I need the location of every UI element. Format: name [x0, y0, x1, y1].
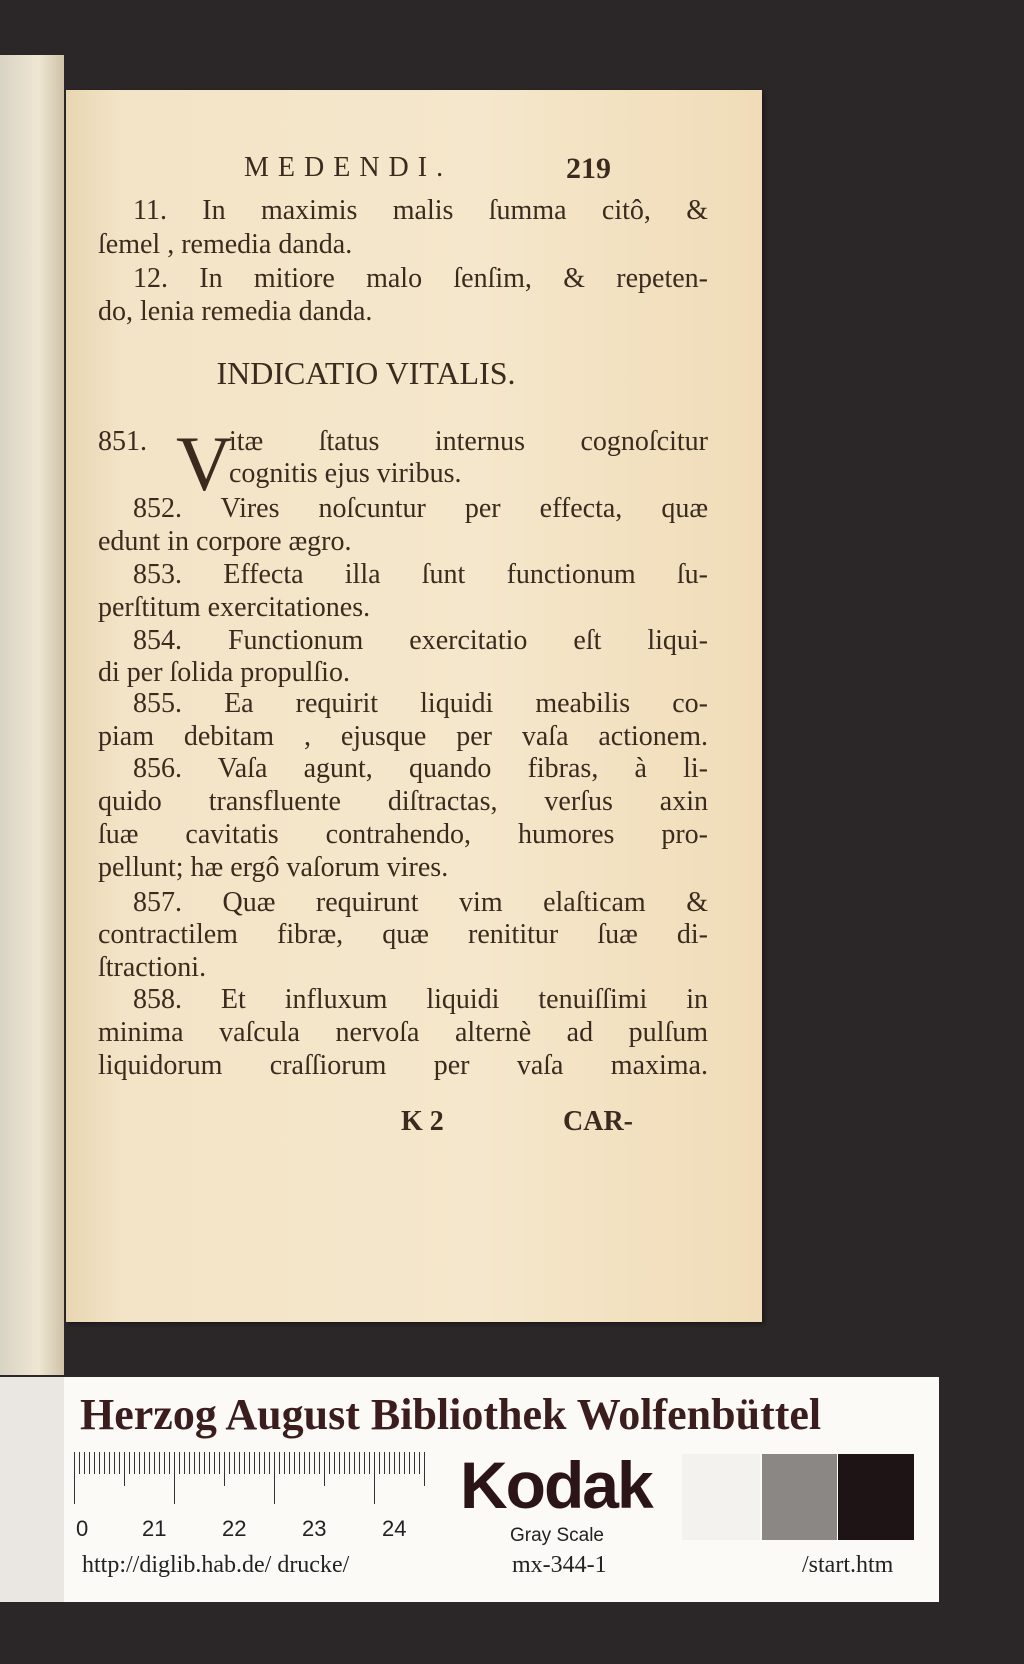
- text-line: liquidorum craſſiorum per vaſa maxima.: [98, 1050, 708, 1081]
- ruler-tick: [114, 1452, 115, 1474]
- text-line: pellunt; hæ ergô vaſorum vires.: [98, 852, 449, 883]
- ruler-tick: [84, 1452, 85, 1474]
- text-line: 857. Quæ requirunt vim elaſticam &: [133, 887, 708, 918]
- text-line: 851.: [98, 426, 147, 457]
- ruler-tick: [364, 1452, 365, 1474]
- text-line: perſtitum exercitationes.: [98, 592, 371, 623]
- text-line: 853. Effecta illa ſunt functionum ſu-: [133, 559, 708, 590]
- ruler-tick: [224, 1452, 225, 1486]
- ruler-label: 21: [142, 1516, 167, 1541]
- ruler-tick: [289, 1452, 290, 1474]
- drop-cap: V: [176, 420, 233, 507]
- book-page: [66, 90, 762, 1322]
- text-line: quido transfluente diſtractas, verſus axin: [98, 786, 708, 817]
- ruler-tick: [399, 1452, 400, 1474]
- ruler-tick: [359, 1452, 360, 1474]
- ruler-tick: [79, 1452, 80, 1474]
- ruler-tick: [124, 1452, 125, 1486]
- ruler-tick: [109, 1452, 110, 1474]
- ruler-tick: [99, 1452, 100, 1474]
- library-title: Herzog August Bibliothek Wolfenbüttel: [80, 1390, 822, 1439]
- text-line: 852. Vires noſcuntur per effecta, quæ: [133, 493, 708, 524]
- ruler-tick: [339, 1452, 340, 1474]
- url-suffix: /start.htm: [802, 1552, 894, 1578]
- ruler-tick: [169, 1452, 170, 1474]
- ruler-tick: [164, 1452, 165, 1474]
- ruler-tick: [184, 1452, 185, 1474]
- ruler-tick: [389, 1452, 390, 1474]
- ruler-label: 24: [382, 1516, 407, 1541]
- ruler-tick: [104, 1452, 105, 1474]
- ruler-tick: [354, 1452, 355, 1474]
- running-head: MEDENDI.: [244, 152, 453, 183]
- kodak-logo: Kodak: [460, 1448, 652, 1522]
- target-overlap: [0, 1377, 64, 1602]
- ruler-tick: [344, 1452, 345, 1474]
- ruler-tick: [384, 1452, 385, 1474]
- ruler-tick: [199, 1452, 200, 1474]
- ruler-tick: [229, 1452, 230, 1474]
- signature-mark: K 2: [401, 1106, 444, 1137]
- text-line: ſtractioni.: [98, 952, 207, 983]
- ruler-tick: [214, 1452, 215, 1474]
- ruler-tick: [274, 1452, 275, 1504]
- ruler-tick: [234, 1452, 235, 1474]
- ruler-tick: [174, 1452, 175, 1504]
- ruler-tick: [349, 1452, 350, 1474]
- text-line: do, lenia remedia danda.: [98, 296, 373, 327]
- ruler-tick: [139, 1452, 140, 1474]
- ruler-tick: [294, 1452, 295, 1474]
- adjacent-page-edge: [0, 55, 64, 1375]
- ruler-tick: [144, 1452, 145, 1474]
- ruler-tick: [209, 1452, 210, 1474]
- ruler-tick: [374, 1452, 375, 1504]
- ruler: [74, 1452, 434, 1540]
- ruler-tick: [404, 1452, 405, 1474]
- ruler-label: 22: [222, 1516, 247, 1541]
- ruler-tick: [314, 1452, 315, 1474]
- text-line: 858. Et influxum liquidi tenuiſſimi in: [133, 984, 708, 1015]
- ruler-tick: [309, 1452, 310, 1474]
- ruler-tick: [239, 1452, 240, 1474]
- ruler-tick: [299, 1452, 300, 1474]
- ruler-tick: [284, 1452, 285, 1474]
- text-line: edunt in corpore ægro.: [98, 526, 352, 557]
- ruler-tick: [419, 1452, 420, 1474]
- catchword: CAR-: [563, 1106, 633, 1137]
- ruler-tick: [369, 1452, 370, 1474]
- ruler-tick: [254, 1452, 255, 1474]
- text-line: 854. Functionum exercitatio eſt liqui-: [133, 625, 708, 656]
- swatch-gray: [762, 1454, 837, 1540]
- gray-scale-label: Gray Scale: [510, 1525, 604, 1546]
- ruler-tick: [119, 1452, 120, 1474]
- ruler-tick: [194, 1452, 195, 1474]
- ruler-tick: [264, 1452, 265, 1474]
- ruler-tick: [179, 1452, 180, 1474]
- ruler-tick: [204, 1452, 205, 1474]
- ruler-tick: [89, 1452, 90, 1474]
- ruler-tick: [304, 1452, 305, 1474]
- swatch-black: [838, 1454, 914, 1540]
- shelfmark: mx-344-1: [512, 1552, 607, 1578]
- section-heading: INDICATIO VITALIS.: [216, 355, 516, 391]
- text-line: ſemel , remedia danda.: [98, 229, 353, 260]
- ruler-tick: [249, 1452, 250, 1474]
- text-line: itæ ſtatus internus cognoſcitur: [229, 426, 708, 457]
- ruler-tick: [334, 1452, 335, 1474]
- page-number: 219: [566, 152, 611, 185]
- text-line: contractilem fibræ, quæ renititur ſuæ di-: [98, 919, 708, 950]
- ruler-tick: [409, 1452, 410, 1474]
- ruler-tick: [394, 1452, 395, 1474]
- ruler-label: 23: [302, 1516, 327, 1541]
- ruler-tick: [244, 1452, 245, 1474]
- text-line: di per ſolida propulſio.: [98, 657, 350, 688]
- text-line: cognitis ejus viribus.: [229, 458, 462, 489]
- text-line: minima vaſcula nervoſa alternè ad pulſum: [98, 1017, 708, 1048]
- swatch-white: [682, 1454, 760, 1540]
- text-line: 856. Vaſa agunt, quando fibras, à li-: [133, 753, 708, 784]
- ruler-tick: [324, 1452, 325, 1486]
- url-prefix: http://diglib.hab.de/ drucke/: [82, 1552, 350, 1578]
- text-line: piam debitam , ejusque per vaſa actionem.: [98, 721, 708, 752]
- text-line: 855. Ea requirit liquidi meabilis co-: [133, 688, 708, 719]
- ruler-tick: [424, 1452, 425, 1486]
- text-line: 11. In maximis malis ſumma citô, &: [133, 195, 708, 226]
- ruler-tick: [379, 1452, 380, 1474]
- ruler-tick: [159, 1452, 160, 1474]
- ruler-tick: [149, 1452, 150, 1474]
- ruler-label: 0: [76, 1516, 89, 1541]
- color-target-strip: [0, 1377, 939, 1602]
- text-line: 12. In mitiore malo ſenſim, & repeten-: [133, 263, 708, 294]
- ruler-tick: [189, 1452, 190, 1474]
- ruler-tick: [279, 1452, 280, 1474]
- ruler-tick: [329, 1452, 330, 1474]
- text-line: ſuæ cavitatis contrahendo, humores pro-: [98, 819, 708, 850]
- ruler-tick: [154, 1452, 155, 1474]
- ruler-tick: [414, 1452, 415, 1474]
- ruler-tick: [269, 1452, 270, 1474]
- ruler-tick: [319, 1452, 320, 1474]
- ruler-tick: [94, 1452, 95, 1474]
- ruler-tick: [134, 1452, 135, 1474]
- ruler-tick: [74, 1452, 75, 1504]
- ruler-tick: [259, 1452, 260, 1474]
- ruler-tick: [219, 1452, 220, 1474]
- ruler-tick: [129, 1452, 130, 1474]
